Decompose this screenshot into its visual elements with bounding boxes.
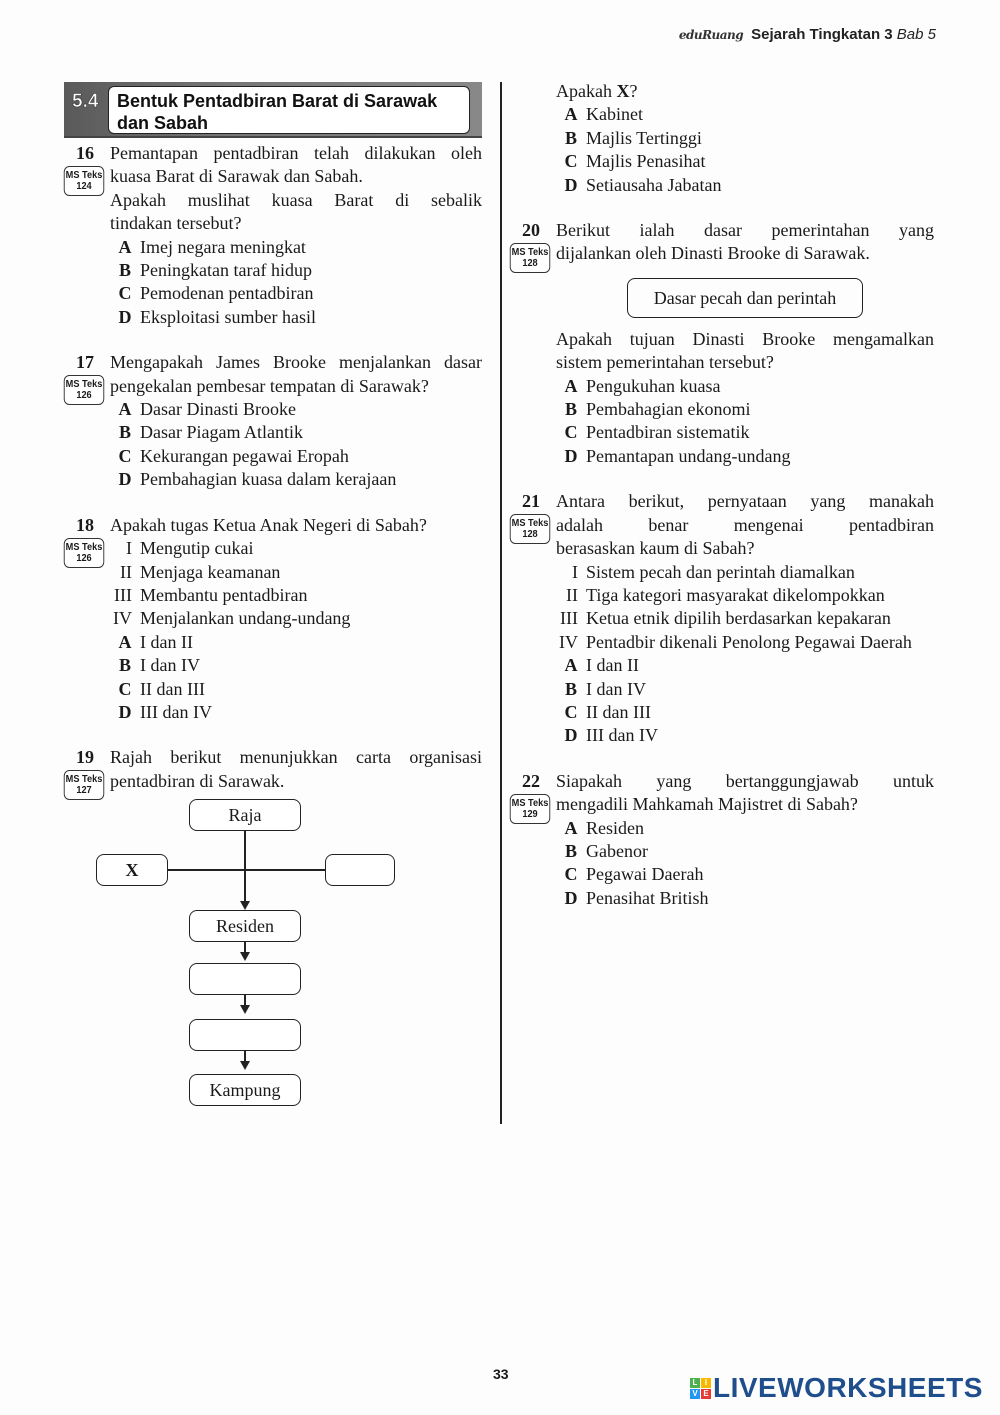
question-number: 19 bbox=[76, 747, 94, 768]
policy-box: Dasar pecah dan perintah bbox=[627, 278, 863, 318]
statement-iii: III Membantu pentadbiran bbox=[114, 584, 308, 605]
question-stem: Rajah berikut menunjukkan carta organisasi pentadbiran di Sarawak. bbox=[110, 747, 482, 791]
ms-teks-badge: MS Teks 124 bbox=[64, 166, 104, 196]
ms-teks-badge: MS Teks 129 bbox=[510, 794, 550, 824]
brand-logo: eduRuang bbox=[678, 27, 744, 42]
liveworksheets-logo-icon: L I V E bbox=[690, 1378, 711, 1399]
watermark-text: LIVEWORKSHEETS bbox=[713, 1372, 983, 1403]
option-a[interactable]: A Residen bbox=[564, 817, 644, 838]
column-divider bbox=[500, 82, 502, 1124]
question-16 bbox=[64, 142, 482, 329]
page-number: 33 bbox=[493, 1366, 509, 1382]
option-b[interactable]: B Dasar Piagam Atlantik bbox=[118, 422, 303, 443]
question-22 bbox=[510, 770, 934, 910]
connector-horizontal bbox=[168, 869, 325, 871]
connector-vertical bbox=[244, 831, 246, 905]
statement-ii: II Menjaga keamanan bbox=[120, 561, 281, 582]
question-number: 17 bbox=[76, 352, 94, 373]
option-b[interactable]: B I dan IV bbox=[564, 678, 646, 699]
ms-teks-badge: MS Teks 127 bbox=[64, 770, 104, 800]
arrow-down-icon bbox=[240, 1005, 250, 1014]
page-header bbox=[679, 26, 936, 43]
ms-teks-badge: MS Teks 126 bbox=[64, 538, 104, 568]
question-17 bbox=[64, 351, 482, 491]
question-number: 18 bbox=[76, 514, 94, 535]
option-a[interactable]: A I dan II bbox=[564, 655, 639, 676]
chart-box-right-blank[interactable] bbox=[325, 854, 395, 886]
option-a[interactable]: A Pengukuhan kuasa bbox=[564, 375, 721, 396]
section-heading bbox=[64, 82, 482, 138]
chart-box-residen: Residen bbox=[189, 910, 301, 942]
org-chart bbox=[94, 799, 482, 1117]
arrow-down-icon bbox=[240, 952, 250, 961]
option-d[interactable]: D III dan IV bbox=[118, 701, 212, 722]
option-d[interactable]: D Setiausaha Jabatan bbox=[564, 174, 722, 195]
option-d[interactable]: D Eksploitasi sumber hasil bbox=[118, 306, 316, 327]
question-18 bbox=[64, 514, 482, 725]
option-a[interactable]: A Kabinet bbox=[564, 104, 643, 125]
chart-box-kampung: Kampung bbox=[189, 1074, 301, 1106]
option-c[interactable]: C II dan III bbox=[118, 678, 205, 699]
option-a[interactable]: A Dasar Dinasti Brooke bbox=[118, 399, 296, 420]
statement-ii: II Tiga kategori masyarakat dikelompokkan bbox=[566, 584, 885, 605]
question-stem: Pemantapan pentadbiran telah dilakukan oleh kuasa Barat di Sarawak dan Sabah. Apakah muslihat kuasa Barat di sebalik tindakan tersebut? bbox=[110, 143, 482, 234]
option-a[interactable]: A I dan II bbox=[118, 631, 193, 652]
option-b[interactable]: B Gabenor bbox=[564, 840, 648, 861]
question-prompt: Apakah tujuan Dinasti Brooke mengamalkan sistem pemerintahan tersebut? bbox=[556, 328, 934, 373]
option-b[interactable]: B I dan IV bbox=[118, 655, 200, 676]
question-20 bbox=[510, 219, 934, 468]
option-c[interactable]: C Kekurangan pegawai Eropah bbox=[118, 445, 349, 466]
option-c[interactable]: C Pemodenan pentadbiran bbox=[118, 283, 314, 304]
statement-i: I Sistem pecah dan perintah diamalkan bbox=[572, 561, 855, 582]
ms-teks-badge: MS Teks 126 bbox=[64, 375, 104, 405]
question-stem: Mengapakah James Brooke menjalankan dasar pengekalan pembesar tempatan di Sarawak? bbox=[110, 352, 482, 396]
left-column bbox=[64, 82, 482, 1117]
option-b[interactable]: B Peningkatan taraf hidup bbox=[118, 260, 312, 281]
option-b[interactable]: B Pembahagian ekonomi bbox=[564, 399, 751, 420]
statement-iv: IV Pentadbir dikenali Penolong Pegawai Daerah bbox=[559, 631, 912, 652]
section-number: 5.4 bbox=[72, 91, 99, 112]
option-c[interactable]: C Pentadbiran sistematik bbox=[564, 422, 750, 443]
question-stem: Siapakah yang bertanggungjawab untuk mengadili Mahkamah Majistret di Sabah? bbox=[556, 770, 934, 815]
chart-box-x: X bbox=[96, 854, 168, 886]
question-stem: Apakah X? bbox=[556, 81, 638, 101]
ms-teks-badge: MS Teks 128 bbox=[510, 243, 550, 273]
chart-box-blank-1[interactable] bbox=[189, 963, 301, 995]
arrow-down-icon bbox=[240, 1061, 250, 1070]
arrow-down-icon bbox=[240, 901, 250, 910]
option-a[interactable]: A Imej negara meningkat bbox=[118, 236, 306, 257]
option-c[interactable]: C Majlis Penasihat bbox=[564, 151, 706, 172]
question-stem: Apakah tugas Ketua Anak Negeri di Sabah? bbox=[110, 514, 427, 535]
book-title: Sejarah Tingkatan 3 Bab 5 bbox=[751, 26, 936, 43]
question-number: 21 bbox=[522, 491, 540, 512]
question-number: 20 bbox=[522, 220, 540, 241]
statement-i: I Mengutip cukai bbox=[126, 538, 254, 559]
option-d[interactable]: D Penasihat British bbox=[564, 887, 709, 908]
chart-box-blank-2[interactable] bbox=[189, 1019, 301, 1051]
question-stem: Berikut ialah dasar pemerintahan yang dijalankan oleh Dinasti Brooke di Sarawak. bbox=[556, 220, 934, 264]
option-c[interactable]: C II dan III bbox=[564, 701, 651, 722]
option-d[interactable]: D Pemantapan undang-undang bbox=[564, 445, 791, 466]
right-column bbox=[510, 80, 934, 932]
option-c[interactable]: C Pegawai Daerah bbox=[564, 864, 704, 885]
option-d[interactable]: D Pembahagian kuasa dalam kerajaan bbox=[118, 469, 397, 490]
chart-box-raja: Raja bbox=[189, 799, 301, 831]
ms-teks-badge: MS Teks 128 bbox=[510, 514, 550, 544]
statement-iv: IV Menjalankan undang-undang bbox=[113, 608, 351, 629]
question-number: 22 bbox=[522, 770, 540, 791]
question-19-continued bbox=[510, 80, 934, 197]
question-21 bbox=[510, 490, 934, 747]
question-stem: Antara berikut, pernyataan yang manakah adalah benar mengenai pentadbiran berasaskan kaum di Sabah? bbox=[556, 491, 934, 559]
question-19 bbox=[64, 746, 482, 1117]
statement-iii: III Ketua etnik dipilih berdasarkan kepakaran bbox=[560, 608, 891, 629]
option-d[interactable]: D III dan IV bbox=[564, 725, 658, 746]
section-title: Bentuk Pentadbiran Barat di Sarawak dan Sabah bbox=[108, 86, 470, 134]
liveworksheets-watermark bbox=[690, 1374, 983, 1402]
question-number: 16 bbox=[76, 143, 94, 163]
option-b[interactable]: B Majlis Tertinggi bbox=[564, 127, 702, 148]
